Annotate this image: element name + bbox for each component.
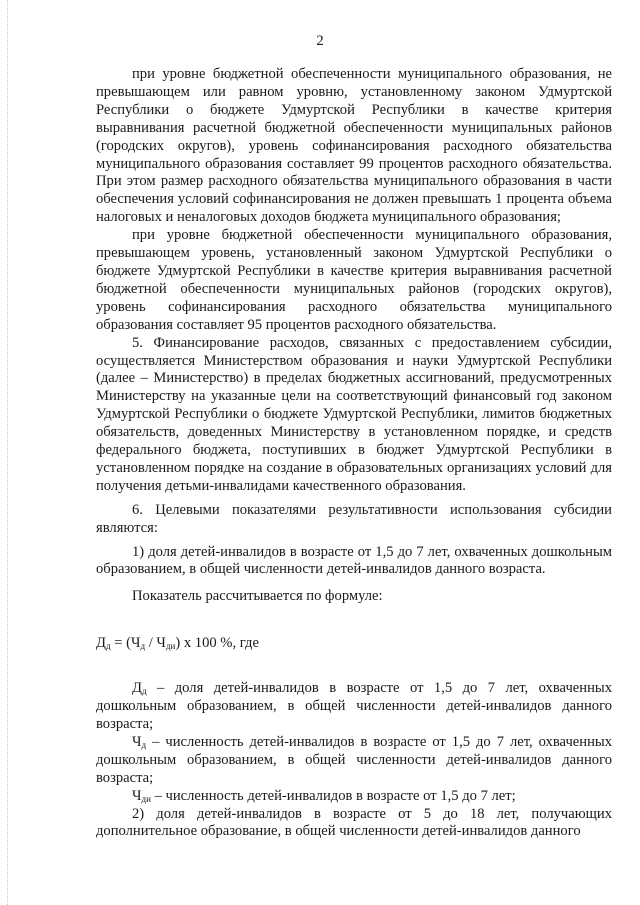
formula-symbol: Д [96, 635, 106, 652]
page-number: 2 [316, 33, 324, 49]
formula-text: ) x 100 %, где [175, 635, 259, 652]
document-body [96, 66, 612, 841]
definition-subscript: д [141, 739, 147, 750]
paragraph: 6. Целевыми показателями результативности использования субсидии являются: [96, 501, 612, 536]
formula-symbol: Ч [130, 635, 141, 652]
paragraph: 1) доля детей-инвалидов в возрасте от 1,5 до 7 лет, охваченных дошкольным образованием, в общей численности детей-инвалидов данного возраста. [96, 543, 612, 578]
definition-text: – доля детей-инвалидов в возрасте от 1,5 до 7 лет, охваченных дошкольным образованием, в общей численности детей-инвалидов данного возраста; [96, 680, 612, 732]
formula-symbol: Ч [156, 635, 166, 652]
paragraph: при уровне бюджетной обеспеченности муниципального образования, превышающем уровень, установленный законом Удмуртской Республики о бюджете Удмуртской Республики в качестве критерия выравнивания расчетной бюджетной обеспеченности муниципальных районов (городских округов), уровень софинансирования расходного обязательства муниципального образования составляет 95 процентов расходного обязательства. [96, 227, 612, 333]
definition-symbol: Д [132, 680, 142, 697]
definition-paragraph [96, 680, 612, 734]
definition-paragraph [96, 734, 612, 788]
definition-symbol: Ч [132, 787, 142, 804]
definition-subscript: ди [141, 793, 151, 804]
definition-subscript: д [141, 686, 147, 697]
formula-subscript: ди [165, 641, 176, 652]
paragraph: при уровне бюджетной обеспеченности муниципального образования, не превышающем или равном уровню, установленному законом Удмуртской Республики о бюджете Удмуртской Республики в качестве критерия выравнивания расчетной бюджетной обеспеченности муниципальных районов (городских округов), уровень софинансирования расходного обязательства муниципального образования составляет 99 процентов расходного обязательства. При этом размер расходного обязательства муниципального образования в части обеспечения условий софинансирования не должен превышать 1 процента объема налоговых и неналоговых доходов бюджета муниципального образования; [96, 66, 612, 226]
definition-paragraph [96, 788, 612, 806]
formula [96, 635, 612, 653]
paragraph: Показатель рассчитывается по формуле: [132, 588, 383, 605]
definition-symbol: Ч [132, 733, 142, 750]
formula-subscript: д [140, 641, 146, 652]
definition-text: – численность детей-инвалидов в возрасте от 1,5 до 7 лет, охваченных дошкольным образованием, в общей численности детей-инвалидов данного возраста; [96, 733, 612, 786]
formula-text: = ( [110, 635, 131, 652]
scan-edge-line [7, 0, 8, 905]
formula-subscript: д [105, 641, 111, 652]
paragraph: 5. Финансирование расходов, связанных с предоставлением субсидии, осуществляется Министерством образования и науки Удмуртской Республики (далее – Министерство) в пределах бюджетных ассигнований, предусмотренных Министерству на указанные цели на соответствующий финансовый год законом Удмуртской Республики о бюджете Удмуртской Республики, лимитов бюджетных обязательств, доведенных Министерству в установленном порядке, и средств федерального бюджета, поступивших в бюджет Удмуртской Республики в установленном порядке на создание в образовательных организациях условий для получения детьми-инвалидами качественного образования. [96, 334, 612, 494]
formula-text: / [145, 635, 157, 652]
definition-text: – численность детей-инвалидов в возрасте от 1,5 до 7 лет; [154, 787, 516, 804]
paragraph: 2) доля детей-инвалидов в возрасте от 5 до 18 лет, получающих дополнительное образование, в общей численности детей-инвалидов данного [96, 805, 612, 840]
